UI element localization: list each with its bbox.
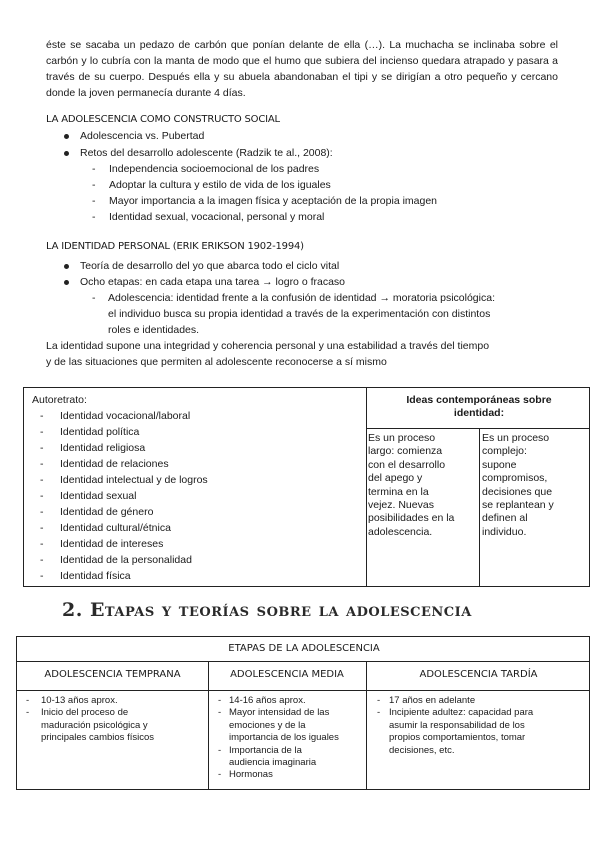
dash-icon: - (218, 707, 222, 719)
dash-icon: - (40, 410, 44, 422)
bullet-icon (64, 264, 69, 269)
autoretrato-table (23, 387, 590, 587)
dash-icon: - (218, 744, 222, 756)
dash-icon: - (92, 195, 96, 207)
col-header-temprana: ADOLESCENCIA TEMPRANA (44, 669, 181, 680)
col-header-tardia: ADOLESCENCIA TARDÍA (419, 669, 538, 680)
autoretrato-item-label: Identidad cultural/étnica (60, 522, 171, 534)
table-divider (208, 661, 209, 789)
dash-icon: - (40, 490, 44, 502)
bullet-icon (64, 151, 69, 156)
etapa-item-line: Mayor intensidad de las (229, 707, 330, 719)
autoretrato-item-label: Identidad política (60, 426, 140, 438)
dash-icon: - (40, 474, 44, 486)
dash-icon: - (40, 554, 44, 566)
table-divider (479, 428, 480, 586)
identidad-paragraph: La identidad supone una integridad y coherencia personal y una estabilidad a través del tiempo y de las situaciones que permiten al adolescente reconocerse a sí mismo (46, 340, 490, 368)
autoretrato-item-label: Identidad de la personalidad (60, 554, 192, 566)
bullet-icon (64, 134, 69, 139)
etapa-item-line: Incipiente adultez: capacidad para (389, 707, 534, 719)
ideas-line: supone (482, 458, 517, 471)
autoretrato-label: Autoretrato: (32, 394, 87, 406)
ideas-line: decisiones que (482, 485, 553, 498)
etapa-item-line: maduración psicológica y (41, 719, 148, 731)
etapa-item-line: decisiones, etc. (389, 744, 455, 756)
table-divider (366, 428, 589, 429)
col-header-media: ADOLESCENCIA MEDIA (230, 669, 344, 680)
dash-icon: - (40, 522, 44, 534)
ideas-line: vejez. Nuevas (368, 499, 434, 512)
dash-icon: - (218, 769, 222, 781)
ideas-title: Ideas contemporáneas sobre identidad: (406, 394, 552, 419)
autoretrato-item-label: Identidad de género (60, 506, 154, 518)
autoretrato-item-label: Identidad vocacional/laboral (60, 410, 191, 422)
etapa-item-line: 14-16 años aprox. (229, 695, 306, 706)
etapa-item-line: audiencia imaginaria (229, 757, 317, 768)
table-divider (17, 690, 589, 691)
section-title: 2. Etapas y teorías sobre la adolescencia (62, 599, 472, 621)
etapa-item-line: asumir la responsabilidad de los (389, 719, 525, 731)
dash-icon: - (92, 163, 96, 175)
dash-icon: - (218, 695, 222, 706)
ideas-line: con el desarrollo (368, 458, 446, 471)
ideas-line: Es un proceso (368, 432, 436, 444)
autoretrato-item-label: Identidad de relaciones (60, 458, 169, 470)
autoretrato-item-label: Identidad religiosa (60, 442, 146, 454)
etapa-item-line: propios comportamientos, tomar (389, 732, 526, 744)
dash-icon: - (40, 426, 44, 438)
autoretrato-item-label: Identidad sexual (60, 490, 137, 502)
autoretrato-item-label: Identidad física (60, 570, 131, 582)
etapa-item-line: Importancia de la (229, 744, 302, 756)
bullet-icon (64, 280, 69, 285)
heading-constructo-social: LA ADOLESCENCIA COMO CONSTRUCTO SOCIAL (46, 114, 280, 125)
heading-identidad-personal: LA IDENTIDAD PERSONAL (ERIK ERIKSON 1902-1994) (46, 241, 304, 252)
ideas-right-cell (482, 432, 590, 539)
autoretrato-item-label: Identidad de intereses (60, 538, 164, 550)
dash-icon: - (26, 695, 30, 706)
ideas-left-cell (368, 432, 476, 539)
ideas-line: posibilidades en la (368, 512, 455, 525)
etapa-item-line: importancia de los iguales (229, 732, 339, 744)
ideas-line: del apego y (368, 472, 423, 485)
document-page: éste se sacaba un pedazo de carbón que ponían delante de ella (…). La muchacha se inclinaba sobre el carbón y lo cubría con la manta de modo que el humo que subiera del incienso quedara atrapado y pasara a través de su cuerpo. Después ella y su abuela abandonaban el tipi y se dirigían a otro pequeño y cercano donde la joven permanecía durante 4 días. LA ADOLESCENCIA COMO CONSTRUCTO SOCIAL Adolescencia vs. Pubertad Retos del desarrollo adolescente (Radzik te al., 2008): - Independencia socioemocional de los padres - Adoptar la cultura y estilo de vida de los iguales - Mayor importancia a la imagen física y aceptación de la propia imagen - Identidad sexual, vocacional, personal y moral LA IDENTIDAD PERSONAL (ERIK ERIKSON 1902-1994) Teoría de desarrollo del yo que abarca todo el ciclo vital Ocho etapas: en cada etapa una tarea → logro o fracaso - Adolescencia: identidad frente a la confusión de identidad → moratoria psicológica: el individuo busca su propia identidad a través de la experimentación con distintos roles e identidades. La identidad supone una integridad y coherencia personal y una estabilidad a través del tiempo y de las situaciones que permiten al adolescente reconocerse a sí mismo Autoretrato: - Identidad vocacional/laboral - Identidad política - Identidad religiosa - Identidad de relaciones - Identidad intelectual y de logros - Identidad sexual - Identidad de género - Identidad cultural/étnica - Identidad de intereses - Identidad de la personalidad - Identidad física Ideas contemporáneas sobre identidad: Es un proceso largo: comienza con el desarrollo del apego y termina en la vejez. Nuevas posibilidades en la adolescencia. Es un proceso complejo: supone compromisos, decisiones que se replantean y definen al individuo. 2. Etapas y teorías sobre la adolescencia ETAPAS DE LA ADOLESCENCIA ADOLESCENCIA TEMPRANA ADOLESCENCIA MEDIA ADOLESCENCIA TARDÍA - 10-13 años aprox. - Inicio del proceso de maduración psicológica y principales cambios físicos - 14-16 años aprox. - Mayor intensidad de las emociones y de la importancia de los iguales - Importancia de la audiencia imaginaria - Hormonas - 17 años en adelante - Incipiente adultez: capacidad para asumir la responsabilidad de los propios comportamientos, tomar decisiones, etc. (0, 0, 600, 848)
ideas-line: individuo. (482, 525, 527, 538)
ideas-line: compromisos, (482, 472, 548, 485)
etapa-item-line: emociones y de la (229, 719, 306, 731)
ideas-line: se replantean y (482, 499, 554, 512)
table-divider (366, 661, 367, 789)
etapa-item-line: Hormonas (229, 769, 273, 781)
dash-icon: - (26, 707, 30, 719)
dash-icon: - (40, 458, 44, 470)
ideas-line: adolescencia. (368, 525, 433, 538)
ideas-line: largo: comienza (368, 445, 443, 458)
intro-paragraph: éste se sacaba un pedazo de carbón que ponían delante de ella (…). La muchacha se inclinaba sobre el carbón y lo cubría con la manta de modo que el humo que subiera del incienso quedara atrapado y pasara a través de su cuerpo. Después ella y su abuela abandonaban el tipi y se dirigían a otro pequeño y cercano donde la joven permanecía durante 4 días. (46, 39, 558, 99)
dash-icon: - (40, 570, 44, 582)
autoretrato-item-label: Identidad intelectual y de logros (60, 474, 208, 486)
dash-icon: - (40, 442, 44, 454)
dash-icon: - (40, 506, 44, 518)
dash-icon: - (377, 695, 381, 706)
dash-icon: - (92, 179, 96, 191)
etapa-item-line: 10-13 años aprox. (41, 695, 118, 706)
dash-icon: - (92, 292, 96, 304)
table-divider (17, 661, 589, 662)
ideas-line: Es un proceso (482, 432, 550, 444)
etapas-title: ETAPAS DE LA ADOLESCENCIA (228, 643, 380, 654)
etapa-item-line: Inicio del proceso de (41, 707, 129, 719)
ideas-line: definen al (482, 512, 528, 525)
ideas-line: termina en la (368, 485, 429, 498)
etapas-table (16, 636, 590, 790)
dash-icon: - (377, 707, 381, 719)
etapa-item-line: principales cambios físicos (41, 732, 154, 744)
dash-icon: - (40, 538, 44, 550)
ideas-line: complejo: (482, 445, 527, 458)
etapa-item-line: 17 años en adelante (389, 695, 476, 706)
dash-icon: - (92, 211, 96, 223)
